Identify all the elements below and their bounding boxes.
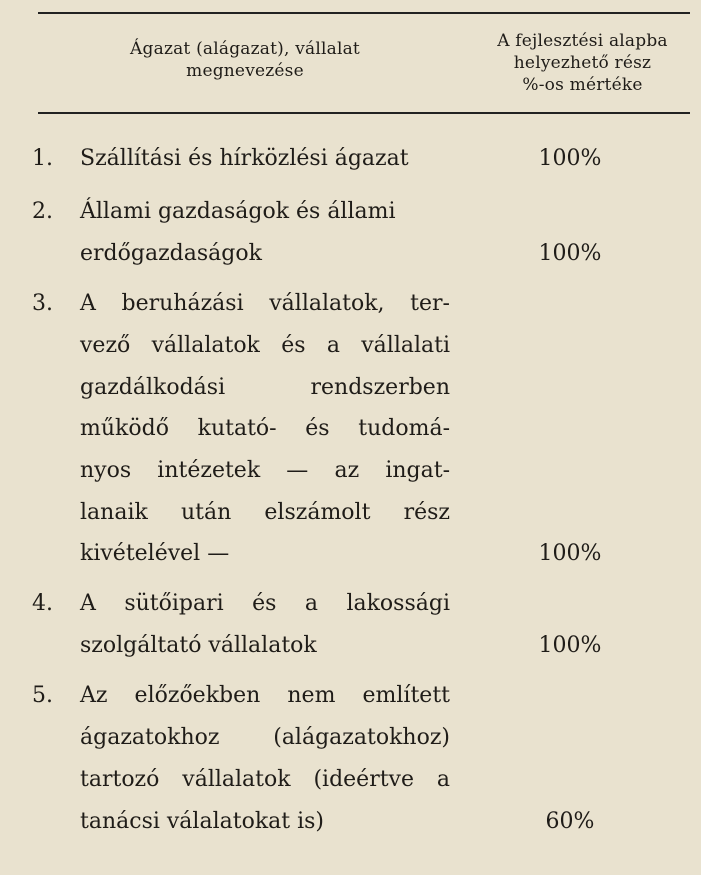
row-text-line: A beruházási vállalatok, ter- [80, 291, 450, 316]
row-text-line: Állami gazdaságok és állami [80, 199, 396, 224]
row-text-line: erdőgazdaságok [80, 241, 262, 266]
row-number: 4. [32, 591, 53, 616]
row-number: 3. [32, 291, 53, 316]
header-bottom-rule [38, 112, 690, 114]
row-text-line: ágazatokhoz (alágazatokhoz) [80, 725, 450, 750]
row-number: 2. [32, 199, 53, 224]
row-text-line: szolgáltató vállalatok [80, 633, 317, 658]
row-text-line: A sütőipari és a lakossági [80, 591, 450, 616]
header-percentage-line: A fejlesztési alapba [497, 31, 668, 51]
row-number: 5. [32, 683, 53, 708]
row-text-line: tartozó vállalatok (ideértve a [80, 767, 450, 792]
row-number: 1. [32, 146, 53, 171]
row-text-line: nyos intézetek — az ingat- [80, 458, 450, 483]
row-percent: 100% [538, 541, 602, 566]
row-percent: 100% [538, 146, 602, 171]
row-text-line: gazdálkodási rendszerben [80, 375, 450, 400]
row-text-line: tanácsi válalatokat is) [80, 809, 325, 834]
header-sector-line: Ágazat (alágazat), vállalat [130, 39, 360, 59]
header-percentage [470, 30, 695, 96]
header-percentage-line: %-os mértéke [522, 75, 643, 95]
row-text-line: Az előzőekben nem említett [80, 683, 450, 708]
row-percent: 100% [538, 241, 602, 266]
row-text-line: vező vállalatok és a vállalati [80, 333, 450, 358]
row-text-line: működő kutató- és tudomá- [80, 416, 450, 441]
top-rule [38, 12, 690, 14]
row-text-line: Szállítási és hírközlési ágazat [80, 146, 409, 171]
header-sector-name [60, 38, 430, 82]
header-sector-line: megnevezése [186, 61, 304, 81]
header-percentage-line: helyezhető rész [513, 53, 652, 73]
row-text-line: kivételével — [80, 541, 230, 566]
row-percent: 60% [545, 809, 595, 834]
row-text-line: lanaik után elszámolt rész [80, 500, 450, 525]
row-percent: 100% [538, 633, 602, 658]
